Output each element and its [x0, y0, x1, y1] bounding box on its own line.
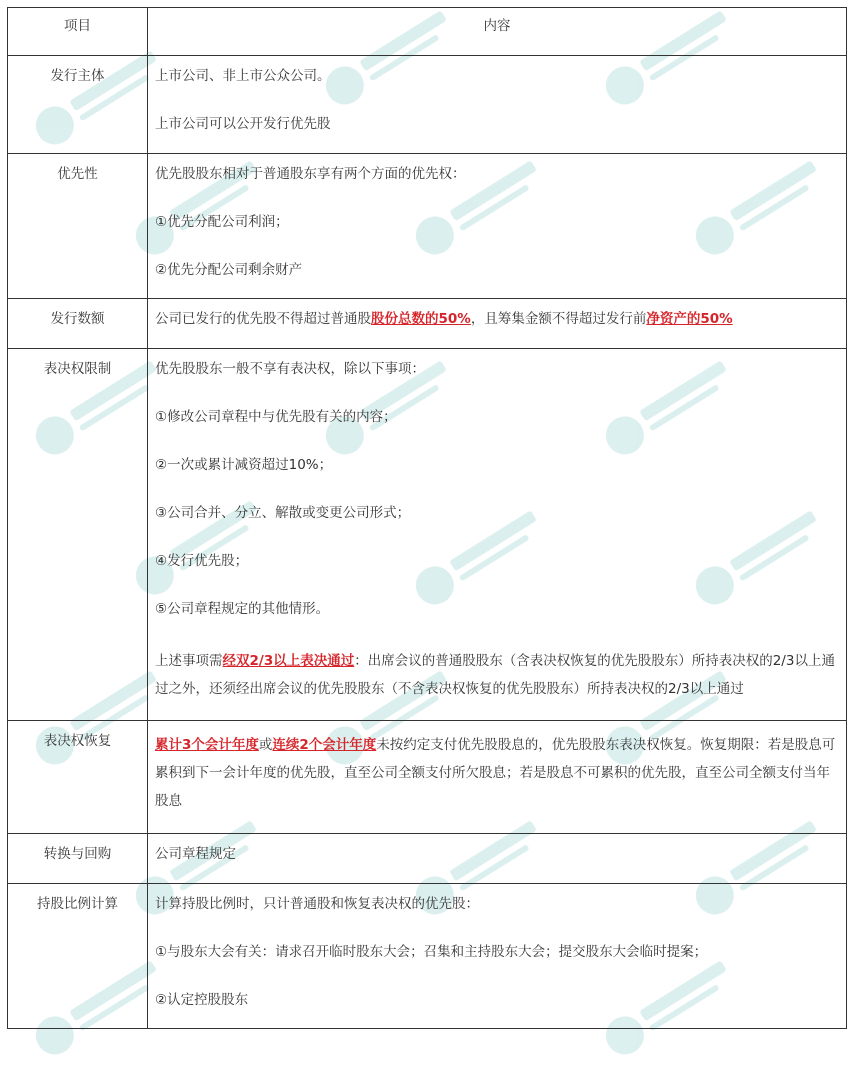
content-line — [155, 309, 840, 329]
content-line: ②认定控股股东 — [155, 992, 249, 1008]
row-content — [148, 299, 847, 349]
table-row — [8, 834, 847, 884]
text-segment: ：出席会议的普通股股东（含表决权恢复的优先股股东）所持表决权的2/3以上通过之外，还须经出席会议的优先股股东（不含表决权恢复的优先股股东）所持表决权的2/3以上通过 — [155, 653, 835, 697]
content-line: 上市公司可以公开发行优先股 — [155, 116, 331, 132]
text-segment: 上述事项需 — [155, 653, 223, 669]
row-content — [148, 721, 847, 834]
text-segment: 未按约定支付优先股股息的，优先股股东表决权恢复。恢复期限：若是股息可累积到下一会计年度的优先股，直至公司全额支付所欠股息；若是股息不可累积的优先股，直至公司全额支付当年股息 — [155, 737, 836, 809]
header-content: 内容 — [148, 8, 847, 56]
content-line: 公司章程规定 — [155, 846, 236, 862]
table-row — [8, 154, 847, 299]
row-label: 表决权限制 — [8, 349, 148, 721]
row-content — [148, 884, 847, 1029]
content-line: ④发行优先股； — [155, 553, 249, 569]
row-label: 持股比例计算 — [8, 884, 148, 1029]
highlight-text: 连续2个会计年度 — [272, 737, 377, 753]
content-line: ③公司合并、分立、解散或变更公司形式； — [155, 505, 411, 521]
row-label: 优先性 — [8, 154, 148, 299]
row-content — [148, 56, 847, 154]
text-segment: 公司已发行的优先股不得超过普通股 — [155, 311, 371, 327]
row-label: 发行数额 — [8, 299, 148, 349]
content-line: ②一次或累计减资超过10%； — [155, 457, 333, 473]
row-label: 转换与回购 — [8, 834, 148, 884]
content-line: 优先股股东一般不享有表决权，除以下事项： — [155, 361, 425, 377]
content-line: ②优先分配公司剩余财产 — [155, 262, 303, 278]
table-header-row — [8, 8, 847, 56]
table-row — [8, 349, 847, 721]
content-line: 计算持股比例时，只计普通股和恢复表决权的优先股： — [155, 896, 479, 912]
highlight-text: 累计3个会计年度 — [155, 737, 259, 753]
table-row — [8, 56, 847, 154]
content-line: ⑤公司章程规定的其他情形。 — [155, 601, 330, 617]
table-row — [8, 884, 847, 1029]
row-label: 表决权恢复 — [8, 721, 148, 834]
row-content — [148, 349, 847, 721]
content-line: 优先股股东相对于普通股东享有两个方面的优先权： — [155, 166, 466, 182]
row-label: 发行主体 — [8, 56, 148, 154]
text-segment: ，且筹集金额不得超过发行前 — [470, 311, 647, 327]
highlight-text: 净资产的50% — [646, 311, 733, 327]
row-content — [148, 154, 847, 299]
content-line: 上市公司、非上市公众公司。 — [155, 68, 331, 84]
highlight-text: 股份总数的50% — [371, 311, 471, 327]
content-line — [155, 647, 840, 703]
content-line: ①优先分配公司利润； — [155, 214, 289, 230]
content-line: ①与股东大会有关：请求召开临时股东大会；召集和主持股东大会；提交股东大会临时提案； — [155, 944, 708, 960]
content-line: ①修改公司章程中与优先股有关的内容； — [155, 409, 397, 425]
table-row — [8, 299, 847, 349]
table-row — [8, 721, 847, 834]
text-segment: 或 — [258, 737, 273, 753]
header-item: 项目 — [8, 8, 148, 56]
highlight-text: 经双2/3以上表决通过 — [222, 653, 355, 669]
content-line — [155, 731, 840, 815]
row-content — [148, 834, 847, 884]
preferred-stock-table — [7, 7, 847, 1029]
